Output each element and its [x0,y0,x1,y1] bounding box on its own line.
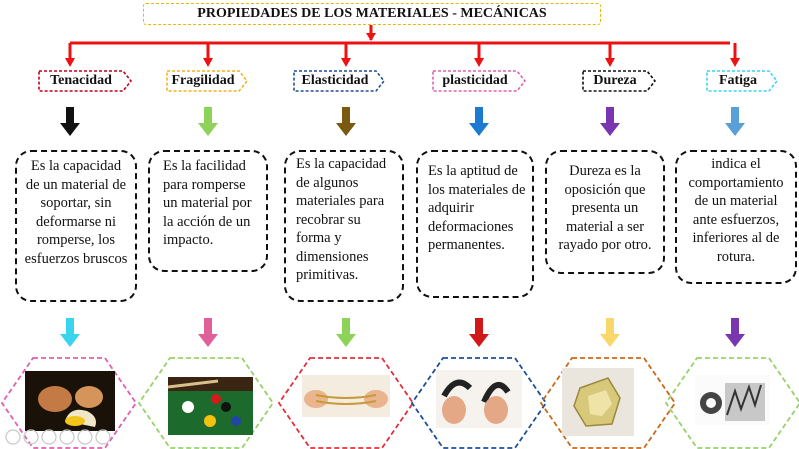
box-plasticidad: Es la aptitud de los materiales de adquirir deformaciones permanentes. [416,150,534,298]
box-fragilidad: Es la facilidad para romperse un material por la acción de un impacto. [148,150,268,272]
tag-label: Fatiga [718,73,758,88]
gear-icon [695,375,770,425]
box-tenacidad: Es la capacidad de un material de soportar, sin deformarse ni romperse, los esfuerzos bruscos [15,150,137,302]
tag-label: Fragilidad [171,73,235,88]
tag-label: Tenacidad [50,73,112,88]
box-fatiga: indica el comportamiento de un material ante esfuerzos, inferiores al de rotura. [675,150,797,284]
billiard-icon [168,377,253,435]
eggs-icon [25,371,115,431]
crystal-icon [562,368,634,436]
tag-label: Elasticidad [301,73,369,88]
rubber-band-icon [302,375,390,417]
box-dureza: Dureza es la oposición que presenta un material a ser rayado por otro. [545,150,665,274]
bent-bar-icon [436,370,522,428]
page-title: PROPIEDADES DE LOS MATERIALES - MECÁNICAS [143,3,601,25]
tag-label: plasticidad [442,73,508,88]
tag-label: Dureza [593,73,637,88]
presentation-toolbar[interactable] [4,428,124,446]
box-elasticidad: Es la capacidad de algunos materiales para recobrar su forma y dimensiones primitivas. [284,150,404,302]
